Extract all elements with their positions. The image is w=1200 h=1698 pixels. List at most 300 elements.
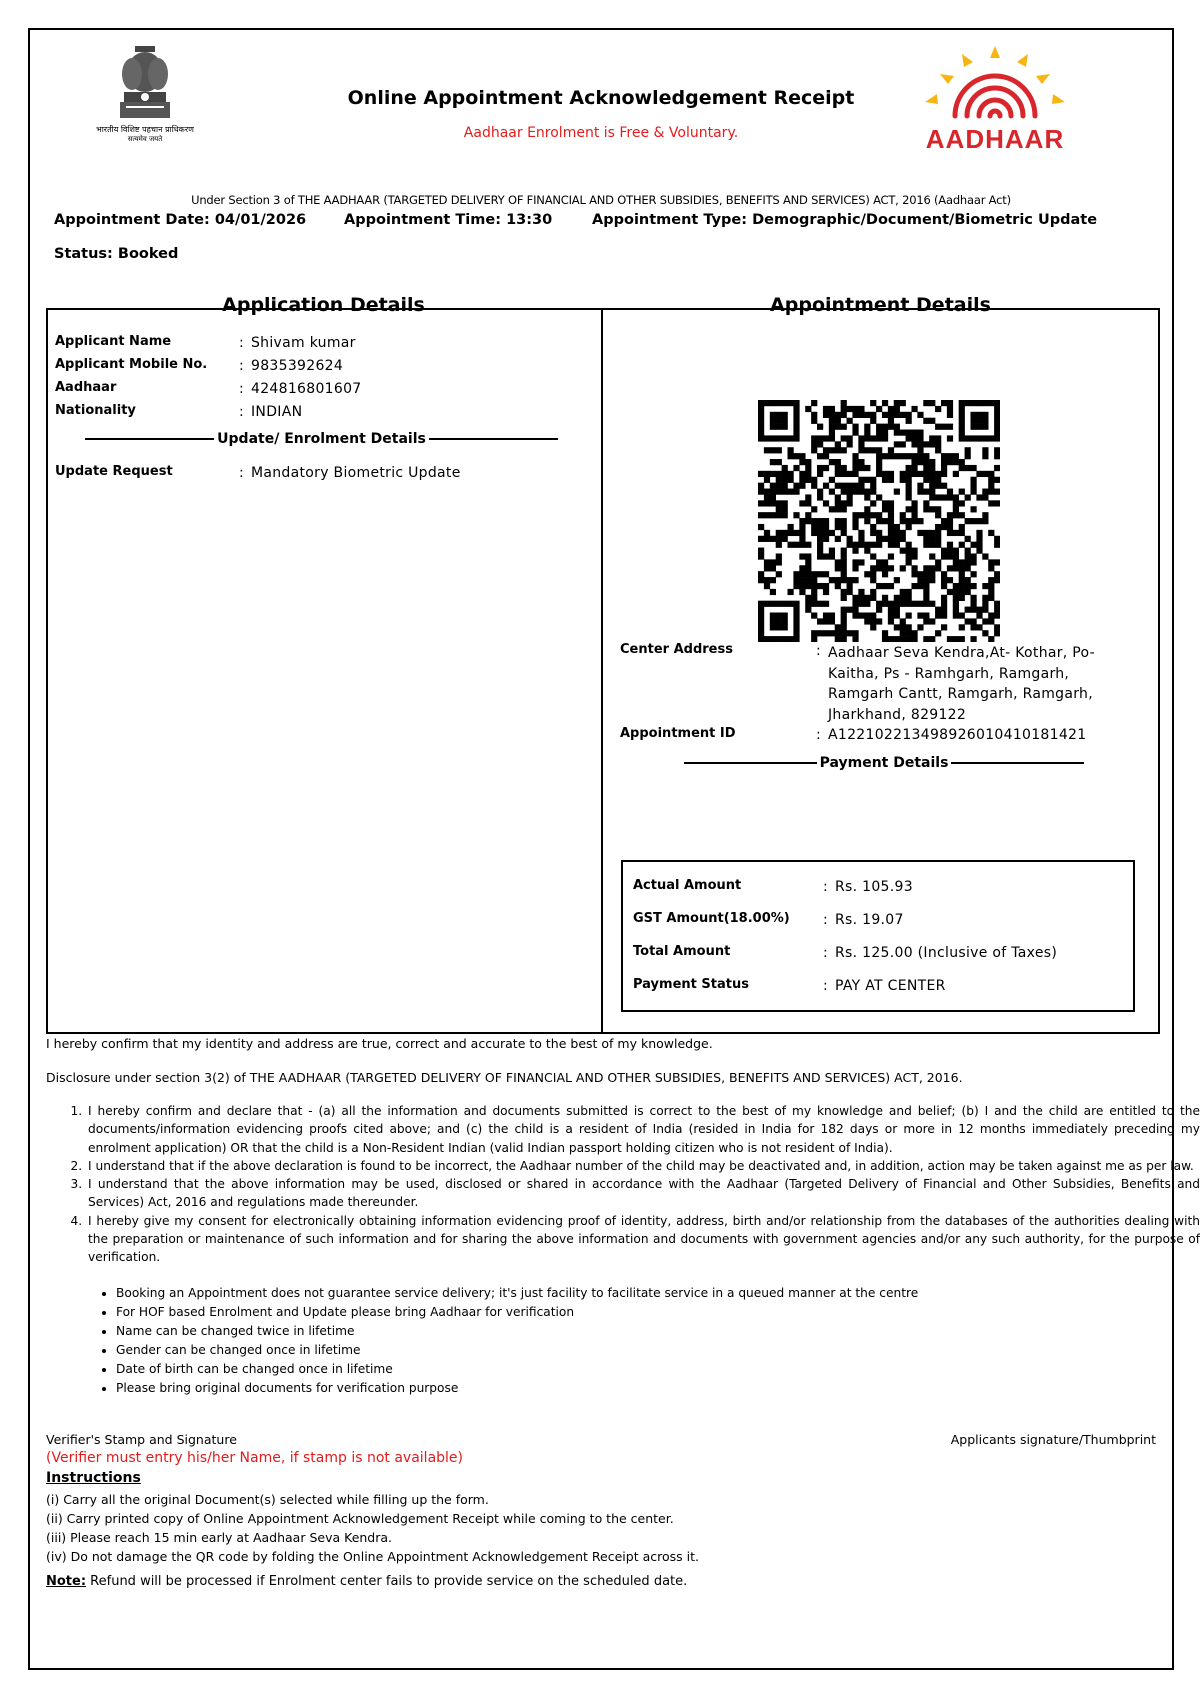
qr-module (929, 483, 935, 489)
qr-module (953, 494, 959, 500)
payment-box (621, 860, 1135, 1012)
qr-module (852, 459, 858, 465)
qr-module (841, 530, 847, 536)
qr-module (882, 518, 888, 524)
qr-module (829, 577, 835, 583)
qr-module (829, 430, 835, 436)
qr-module (882, 453, 888, 459)
qr-module (900, 618, 906, 624)
payment-details-heading (684, 755, 1084, 771)
qr-module (870, 530, 876, 536)
qr-module (829, 553, 835, 559)
qr-module (894, 607, 900, 613)
qr-module (776, 483, 782, 489)
qr-module (976, 424, 982, 430)
qr-module (882, 571, 888, 577)
qr-module (900, 400, 906, 406)
qr-module (970, 435, 976, 441)
qr-module (758, 430, 764, 436)
qr-module (888, 500, 894, 506)
qr-module (793, 571, 799, 577)
qr-module (929, 494, 935, 500)
qr-module (852, 483, 858, 489)
qr-module (758, 607, 764, 613)
bullet-item: • For HOF based Enrolment and Update please bring Aadhaar for verification (116, 1303, 918, 1322)
qr-module (965, 435, 971, 441)
qr-module (906, 589, 912, 595)
qr-module (894, 612, 900, 618)
appointment-details-title: Appointment Details (770, 294, 991, 316)
qr-module (805, 494, 811, 500)
qr-module (864, 571, 870, 577)
payment-row: Total Amount : Rs. 125.00 (Inclusive of Taxes) (633, 944, 1058, 961)
qr-module (823, 530, 829, 536)
qr-module (941, 571, 947, 577)
qr-module (847, 441, 853, 447)
application-details-title: Application Details (222, 294, 425, 316)
qr-module (994, 418, 1000, 424)
qr-module (864, 506, 870, 512)
qr-module (888, 453, 894, 459)
qr-module (811, 636, 817, 642)
update-request-value: Mandatory Biometric Update (251, 465, 461, 481)
qr-module (788, 453, 794, 459)
qr-module (929, 418, 935, 424)
qr-module (841, 565, 847, 571)
qr-module (870, 500, 876, 506)
qr-module (870, 447, 876, 453)
field-row: Applicant Mobile No. : 9835392624 (55, 357, 344, 374)
aadhaar-logo (910, 44, 1080, 154)
qr-module (758, 400, 764, 406)
qr-module (870, 577, 876, 583)
qr-module (764, 494, 770, 500)
qr-module (823, 483, 829, 489)
qr-module (929, 553, 935, 559)
qr-module (776, 512, 782, 518)
qr-module (976, 494, 982, 500)
qr-module (876, 618, 882, 624)
qr-module (758, 624, 764, 630)
note-label: Note: (46, 1574, 87, 1589)
qr-module (823, 601, 829, 607)
qr-module (911, 471, 917, 477)
qr-module (888, 607, 894, 613)
qr-module (900, 530, 906, 536)
qr-module (947, 589, 953, 595)
qr-module (976, 607, 982, 613)
qr-module (841, 553, 847, 559)
qr-module (888, 447, 894, 453)
qr-module (959, 512, 965, 518)
qr-module (976, 471, 982, 477)
qr-module (935, 483, 941, 489)
qr-module (864, 424, 870, 430)
instruction-item: (iv) Do not damage the QR code by folding the Online Appointment Acknowledgement Receipt across it. (46, 1549, 699, 1564)
qr-module (923, 618, 929, 624)
qr-module (959, 489, 965, 495)
qr-module (835, 518, 841, 524)
qr-module (835, 500, 841, 506)
qr-module (841, 630, 847, 636)
qr-module (917, 518, 923, 524)
qr-module (882, 435, 888, 441)
qr-module (876, 459, 882, 465)
qr-module (982, 471, 988, 477)
qr-module (770, 612, 776, 618)
qr-module (894, 577, 900, 583)
qr-module (841, 518, 847, 524)
qr-module (841, 577, 847, 583)
qr-module (782, 618, 788, 624)
qr-module (811, 418, 817, 424)
qr-module (906, 418, 912, 424)
payment-value: Rs. 105.93 (835, 879, 913, 895)
qr-module (805, 595, 811, 601)
qr-module (793, 430, 799, 436)
qr-module (953, 607, 959, 613)
qr-module (941, 612, 947, 618)
qr-module (923, 595, 929, 601)
qr-module (982, 607, 988, 613)
qr-module (858, 447, 864, 453)
qr-module (935, 542, 941, 548)
qr-module (782, 612, 788, 618)
qr-module (911, 636, 917, 642)
qr-module (906, 453, 912, 459)
qr-module (906, 548, 912, 554)
qr-module (970, 595, 976, 601)
qr-module (953, 459, 959, 465)
qr-module (758, 601, 764, 607)
qr-module (811, 583, 817, 589)
qr-module (900, 453, 906, 459)
qr-module (900, 565, 906, 571)
qr-module (823, 612, 829, 618)
qr-module (799, 459, 805, 465)
qr-module (811, 400, 817, 406)
qr-module (994, 577, 1000, 583)
qr-module (970, 465, 976, 471)
qr-module (947, 424, 953, 430)
qr-module (852, 612, 858, 618)
terms-list (46, 1102, 1200, 1267)
qr-module (793, 624, 799, 630)
qr-module (929, 530, 935, 536)
receipt-page: भारतीय विशिष्ट पहचान प्राधिकरण सत्यमेव जयते Online Appointment Acknowledgement Receipt Aadhaar Enrolment is Free & Voluntary. AADHAAR Under Section 3 of THE AADHAAR (TARGETED DELIVERY OF FINANCIAL AND OTHER SUBSIDIES, BENEFITS AND SERVICES) ACT, 2016 (Aadhaar Act) Appointment Date: 04/01/2026 Appointment Time: 13:30 Appointment Type: Demographic/Document/Biometric Update Status: Booked Application Details Applicant Name : Shivam kumar Applicant Mobile No. : 9835392624 Aadhaar : 424816801607 Nationality : INDIAN Update/ Enrolment Details Update Request : Mandatory Biometric Update Appointment Details Center Address : Aadhaar Seva Kendra,At- Kothar, Po- Kaitha, Ps - Ramhgarh, Ramgarh, Ramgarh Cantt, Ramgarh, Ramgarh, Jharkhand, 829122 Appointment ID : A12210221349892601041018142​1 Payment Details Actual Amount : Rs. 105.93 GST Amount(18.00%) : Rs. 19.07 Total Amount : Rs. 125.00 (Inclusive of Taxes) Payment Status : PAY AT CENTER I hereby confirm that my identity and address are true, correct and accurate to the best of my knowledge. Disclosure under section 3(2) of THE AADHAAR (TARGETED DELIVERY OF FINANCIAL AND OTHER SUBSIDIES, BENEFITS AND SERVICES) ACT, 2016. 1. I hereby confirm and declare that - (a) all the information and documents submitted is correct to the best of my knowledge and belief; (b) I and the child are entitled to the documents/information evidencing proofs cited above; and (c) the child is a resident of India (resided in India for 182 days or more in 12 months immediately preceding my enrolment application) OR that the child is a Non-Resident Indian (valid Indian passport holding citizen who is not resident of India). 2. I understand that if the above declaration is found to be incorrect, the Aadhaar number of the child may be deactivated and, in addition, action may be taken against me as per law. 3. I understand that the above information may be used, disclosed or shared in accordance with the Aadhaar (Targeted Delivery of Financial and Other Subsidies, Benefits and Services) Act, 2016 and regulations made thereunder. 4. I hereby give my consent for electronically obtaining information evidencing proof of identity, address, birth and/or relationship from the databases of the authorities dealing with the preparation or maintenance of such information and for sharing the above information and documents with government agencies and/or any such authority, for the purpose of verification. • Booking an Appointment does not guarantee service delivery; it's just facility to facilitate service in a queued manner at the centre • For HOF based Enrolment and Update please bring Aadhaar for verification • Name can be changed twice in lifetime • Gender can be changed once in lifetime • Date of birth can be changed once in lifetime • Please bring original documents for verification purpose Verifier's Stamp and Signature Applicants signature/Thumbprint (Verifier must entry his/her Name, if stamp is not available) Instructions (i) Carry all the original Document(s) selected while filling up the form. (ii) Carry printed copy of Online Appointment Acknowledgement Receipt while coming to the center. (iii) Please reach 15 min early at Aadhaar Seva Kendra. (iv) Do not damage the QR code by folding the Online Appointment Acknowledgement Receipt across it. Note: Refund will be processed if Enrolment center fails to provide service on the scheduled date. (28, 28, 1174, 1670)
application-fields (55, 334, 595, 426)
qr-module (941, 465, 947, 471)
qr-module (947, 494, 953, 500)
payment-row: Actual Amount : Rs. 105.93 (633, 878, 913, 895)
qr-module (858, 406, 864, 412)
qr-module (959, 571, 965, 577)
qr-module (970, 542, 976, 548)
qr-module (847, 471, 853, 477)
page-title: Online Appointment Acknowledgement Receipt (347, 87, 855, 109)
qr-module (888, 553, 894, 559)
qr-module (900, 412, 906, 418)
qr-module (882, 477, 888, 483)
qr-module (776, 489, 782, 495)
qr-module (782, 500, 788, 506)
qr-module (817, 465, 823, 471)
qr-module (947, 512, 953, 518)
qr-module (847, 406, 853, 412)
qr-module (988, 489, 994, 495)
qr-module (894, 542, 900, 548)
qr-module (923, 506, 929, 512)
qr-module (770, 512, 776, 518)
qr-module (953, 595, 959, 601)
qr-module (793, 465, 799, 471)
qr-module (764, 559, 770, 565)
qr-module (900, 477, 906, 483)
qr-module (923, 571, 929, 577)
qr-module (841, 506, 847, 512)
qr-module (959, 459, 965, 465)
qr-module (864, 430, 870, 436)
qr-module (965, 447, 971, 453)
qr-module (953, 559, 959, 565)
qr-module (965, 559, 971, 565)
qr-module (965, 536, 971, 542)
page-subtitle: Aadhaar Enrolment is Free & Voluntary. (463, 125, 739, 141)
qr-module (888, 412, 894, 418)
qr-module (976, 536, 982, 542)
qr-module (882, 630, 888, 636)
qr-module (823, 553, 829, 559)
qr-module (976, 400, 982, 406)
qr-module (823, 447, 829, 453)
qr-module (799, 453, 805, 459)
qr-module (970, 424, 976, 430)
qr-module (776, 477, 782, 483)
qr-module (935, 406, 941, 412)
qr-module (911, 500, 917, 506)
qr-module (911, 506, 917, 512)
column-divider (601, 308, 603, 1034)
qr-module (953, 453, 959, 459)
qr-module (776, 435, 782, 441)
qr-module (841, 489, 847, 495)
qr-module (847, 630, 853, 636)
qr-module (858, 459, 864, 465)
qr-module (811, 530, 817, 536)
qr-module (858, 536, 864, 542)
bullet-item: • Booking an Appointment does not guarantee service delivery; it's just facility to facilitate service in a queued manner at the centre (116, 1284, 918, 1303)
qr-module (888, 524, 894, 530)
qr-module (799, 500, 805, 506)
qr-module (923, 441, 929, 447)
qr-module (911, 630, 917, 636)
qr-module (864, 612, 870, 618)
qr-module (923, 400, 929, 406)
qr-module (817, 536, 823, 542)
qr-module (988, 618, 994, 624)
qr-module (858, 483, 864, 489)
qr-module (770, 483, 776, 489)
center-address-line: Aadhaar Seva Kendra,At- Kothar, Po- (828, 645, 1096, 661)
qr-module (976, 548, 982, 554)
qr-module (988, 435, 994, 441)
aadhaar-logo-icon (910, 44, 1080, 124)
qr-module (935, 607, 941, 613)
qr-module (911, 583, 917, 589)
qr-module (917, 624, 923, 630)
qr-module (835, 483, 841, 489)
qr-module (793, 483, 799, 489)
qr-module (852, 559, 858, 565)
qr-module (965, 589, 971, 595)
qr-module (847, 494, 853, 500)
qr-module (935, 530, 941, 536)
qr-module (953, 500, 959, 506)
qr-module (758, 512, 764, 518)
qr-module (817, 453, 823, 459)
qr-module (982, 595, 988, 601)
qr-module (758, 435, 764, 441)
qr-module (970, 601, 976, 607)
qr-module (788, 524, 794, 530)
qr-module (976, 542, 982, 548)
qr-module (817, 548, 823, 554)
qr-module (994, 453, 1000, 459)
qr-module (793, 601, 799, 607)
qr-module (870, 624, 876, 630)
qr-module (835, 577, 841, 583)
qr-module (852, 406, 858, 412)
qr-module (959, 400, 965, 406)
qr-module (835, 418, 841, 424)
qr-module (764, 565, 770, 571)
qr-module (841, 559, 847, 565)
qr-module (953, 583, 959, 589)
qr-module (941, 601, 947, 607)
qr-module (758, 418, 764, 424)
qr-module (970, 412, 976, 418)
qr-module (982, 453, 988, 459)
qr-module (770, 435, 776, 441)
qr-module (917, 583, 923, 589)
qr-module (764, 577, 770, 583)
qr-module (817, 471, 823, 477)
qr-module (923, 612, 929, 618)
qr-module (911, 512, 917, 518)
qr-module (793, 453, 799, 459)
qr-module (953, 636, 959, 642)
field-row: Aadhaar : 424816801607 (55, 380, 362, 397)
qr-module (823, 453, 829, 459)
qr-module (876, 512, 882, 518)
qr-module (923, 477, 929, 483)
qr-module (864, 477, 870, 483)
qr-module (847, 483, 853, 489)
qr-module (923, 418, 929, 424)
center-address-line: Jharkhand, 829122 (828, 706, 967, 723)
qr-module (935, 559, 941, 565)
qr-module (770, 624, 776, 630)
qr-module (858, 435, 864, 441)
qr-module (917, 441, 923, 447)
qr-module (976, 412, 982, 418)
term-item: 1. I hereby confirm and declare that - (a) all the information and documents submitted is correct to the best of my knowledge and belief; (b) I and the child are entitled to the documents/information evidencing proofs cited above; and (c) the child is a resident of India (resided in India for 182 days or more in 12 months immediately preceding my enrolment application) OR that the child is a Non-Resident Indian (valid Indian passport holding citizen who is not resident of India). (86, 1102, 1200, 1157)
qr-module (994, 624, 1000, 630)
qr-module (835, 447, 841, 453)
term-item: 3. I understand that the above information may be used, disclosed or shared in accordance with the Aadhaar (Targeted Delivery of Financial and Other Subsidies, Benefits and Services) Act, 2016 and regulations made thereunder. (86, 1175, 1200, 1212)
qr-module (959, 542, 965, 548)
qr-code (758, 400, 1000, 642)
qr-module (835, 524, 841, 530)
qr-module (788, 435, 794, 441)
qr-module (959, 595, 965, 601)
qr-module (911, 548, 917, 554)
qr-module (811, 630, 817, 636)
qr-module (935, 536, 941, 542)
qr-module (947, 636, 953, 642)
payment-heading-text: Payment Details (819, 755, 949, 771)
qr-module (994, 412, 1000, 418)
qr-module (911, 553, 917, 559)
qr-module (847, 536, 853, 542)
qr-module (788, 542, 794, 548)
qr-module (770, 447, 776, 453)
instructions-heading: Instructions (46, 1470, 141, 1486)
qr-module (882, 595, 888, 601)
qr-module (965, 400, 971, 406)
qr-module (976, 518, 982, 524)
qr-module (758, 536, 764, 542)
qr-module (841, 500, 847, 506)
center-address-line: Ramgarh Cantt, Ramgarh, Ramgarh, (828, 686, 1093, 702)
qr-module (870, 489, 876, 495)
qr-module (852, 565, 858, 571)
qr-module (929, 618, 935, 624)
qr-module (959, 583, 965, 589)
qr-module (906, 518, 912, 524)
qr-module (959, 412, 965, 418)
verifier-note: (Verifier must entry his/her Name, if stamp is not available) (46, 1450, 463, 1466)
qr-module (888, 512, 894, 518)
qr-module (864, 548, 870, 554)
qr-module (894, 412, 900, 418)
act-reference: Under Section 3 of THE AADHAAR (TARGETED DELIVERY OF FINANCIAL AND OTHER SUBSIDIES, BENEFITS AND SERVICES) ACT, 2016 (Aadhaar Act) (191, 193, 1011, 207)
qr-module (959, 589, 965, 595)
qr-module (894, 453, 900, 459)
qr-module (894, 524, 900, 530)
qr-module (811, 506, 817, 512)
qr-module (900, 518, 906, 524)
qr-module (841, 624, 847, 630)
qr-module (888, 471, 894, 477)
qr-module (970, 553, 976, 559)
qr-module (776, 601, 782, 607)
qr-module (805, 406, 811, 412)
emblem-motto: सत्यमेव जयते (127, 135, 163, 143)
qr-module (923, 459, 929, 465)
qr-module (935, 506, 941, 512)
qr-module (953, 553, 959, 559)
qr-module (829, 418, 835, 424)
qr-module (776, 500, 782, 506)
qr-module (817, 441, 823, 447)
qr-module (835, 459, 841, 465)
qr-module (829, 477, 835, 483)
qr-module (906, 465, 912, 471)
qr-module (929, 542, 935, 548)
qr-module (870, 542, 876, 548)
qr-module (805, 500, 811, 506)
